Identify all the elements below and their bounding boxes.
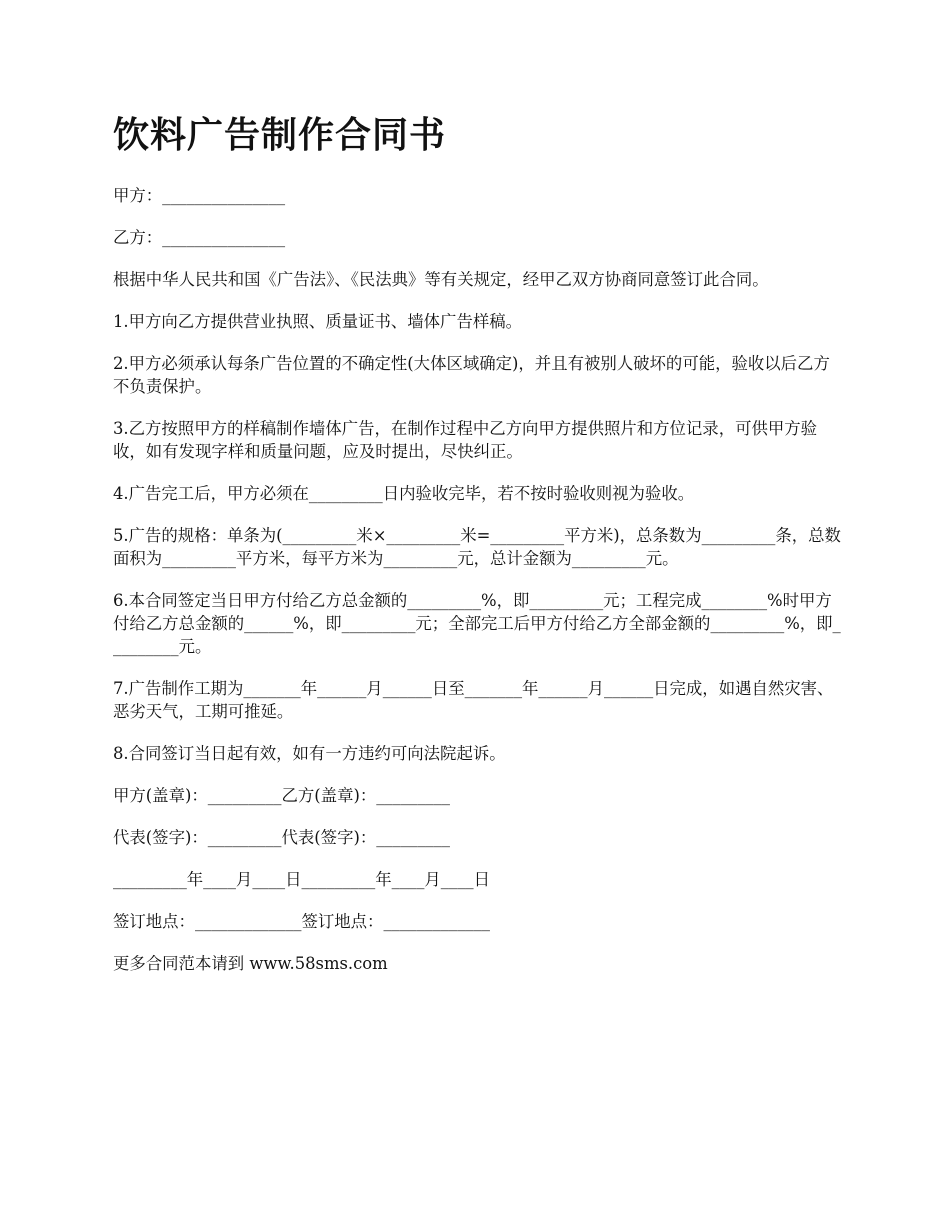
- clause-7: 7.广告制作工期为_______年______月______日至_______年______月______日完成，如遇自然灾害、恶劣天气，工期可推延。: [113, 679, 834, 721]
- signing-place-line: 签订地点：_____________签订地点：_____________: [113, 912, 490, 931]
- contract-document: [113, 110, 841, 994]
- party-b-line: 乙方：_______________: [113, 228, 286, 247]
- clause-1: 1.甲方向乙方提供营业执照、质量证书、墙体广告样稿。: [113, 312, 523, 331]
- clause-6: 6.本合同签定当日甲方付给乙方总金额的_________%，即_________元；工程完成________%时甲方付给乙方总金额的______%，即_________元；全部完工后甲方付给乙方全部金额的_________%，即_________元。: [113, 591, 841, 656]
- party-a-line: 甲方：_______________: [113, 186, 286, 205]
- clause-2: 2.甲方必须承认每条广告位置的不确定性(大体区域确定)，并且有被别人破坏的可能，验收以后乙方不负责保护。: [113, 354, 830, 396]
- clause-4: 4.广告完工后，甲方必须在_________日内验收完毕，若不按时验收则视为验收。: [113, 484, 695, 503]
- date-line: _________年____月____日_________年____月____日: [113, 870, 490, 889]
- clause-5: 5.广告的规格：单条为(_________米×_________米=_________平方米)，总条数为_________条，总数面积为_________平方米，每平方米为_________元，总计金额为_________元。: [113, 526, 841, 568]
- seal-line: 甲方(盖章)：_________乙方(盖章)：_________: [113, 786, 450, 805]
- representative-line: 代表(签字)：_________代表(签字)：_________: [113, 828, 450, 847]
- preamble-paragraph: 根据中华人民共和国《广告法》、《民法典》等有关规定，经甲乙双方协商同意签订此合同。: [113, 270, 769, 289]
- clause-8: 8.合同签订当日起有效，如有一方违约可向法院起诉。: [113, 744, 506, 763]
- footer-note: 更多合同范本请到 www.58sms.com: [113, 954, 388, 973]
- clause-3: 3.乙方按照甲方的样稿制作墙体广告，在制作过程中乙方向甲方提供照片和方位记录，可供甲方验收，如有发现字样和质量问题，应及时提出，尽快纠正。: [113, 419, 818, 461]
- document-title: 饮料广告制作合同书: [113, 115, 447, 156]
